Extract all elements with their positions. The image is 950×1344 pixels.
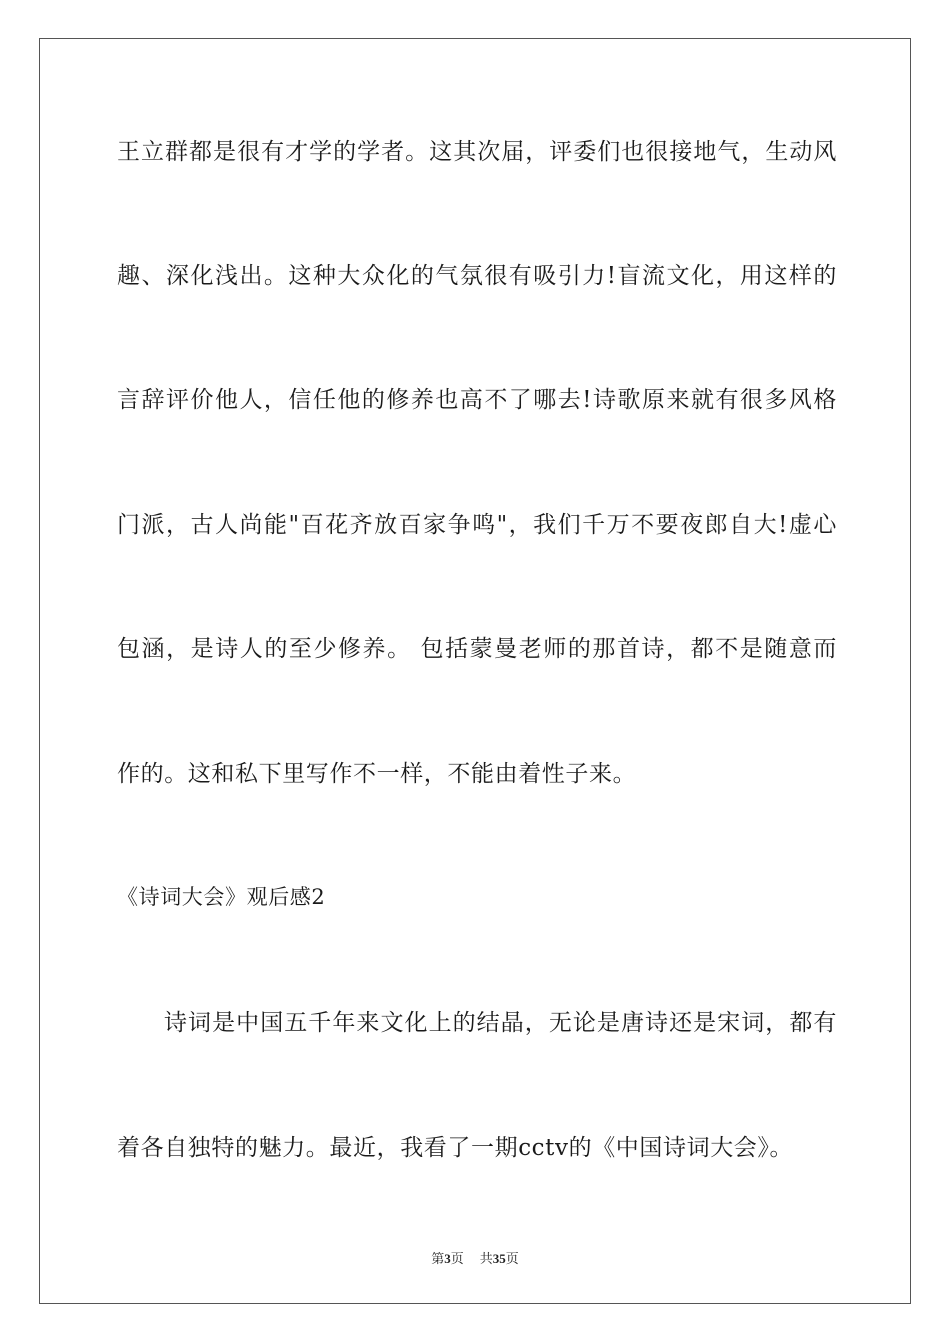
section-heading: 《诗词大会》观后感2 <box>117 885 326 909</box>
body-line: 言辞评价他人，信任他的修养也高不了哪去!诗歌原来就有很多风格 <box>117 387 837 413</box>
body-line: 门派，古人尚能"百花齐放百家争鸣"，我们千万不要夜郎自大!虚心 <box>117 512 837 538</box>
page-prefix: 第 <box>431 1251 445 1266</box>
body-line: 包涵，是诗人的至少修养。 包括蒙曼老师的那首诗，都不是随意而 <box>117 636 837 662</box>
page-footer <box>0 1248 950 1267</box>
total-pages: 35 <box>492 1251 506 1266</box>
page-suffix: 页 <box>450 1251 464 1266</box>
body-line: 诗词是中国五千年来文化上的结晶，无论是唐诗还是宋词，都有 <box>164 1010 837 1036</box>
body-line: 作的。这和私下里写作不一样，不能由着性子来。 <box>117 761 637 787</box>
page-border <box>39 38 911 1304</box>
body-line: 王立群都是很有才学的学者。这其次届，评委们也很接地气，生动风 <box>117 139 837 165</box>
body-line: 着各自独特的魅力。最近，我看了一期cctv的《中国诗词大会》。 <box>117 1135 794 1161</box>
total-suffix: 页 <box>505 1251 519 1266</box>
page-number: 3 <box>444 1251 451 1266</box>
body-line: 趣、深化浅出。这种大众化的气氛很有吸引力!盲流文化，用这样的 <box>117 263 837 289</box>
total-prefix: 共 <box>479 1251 493 1266</box>
